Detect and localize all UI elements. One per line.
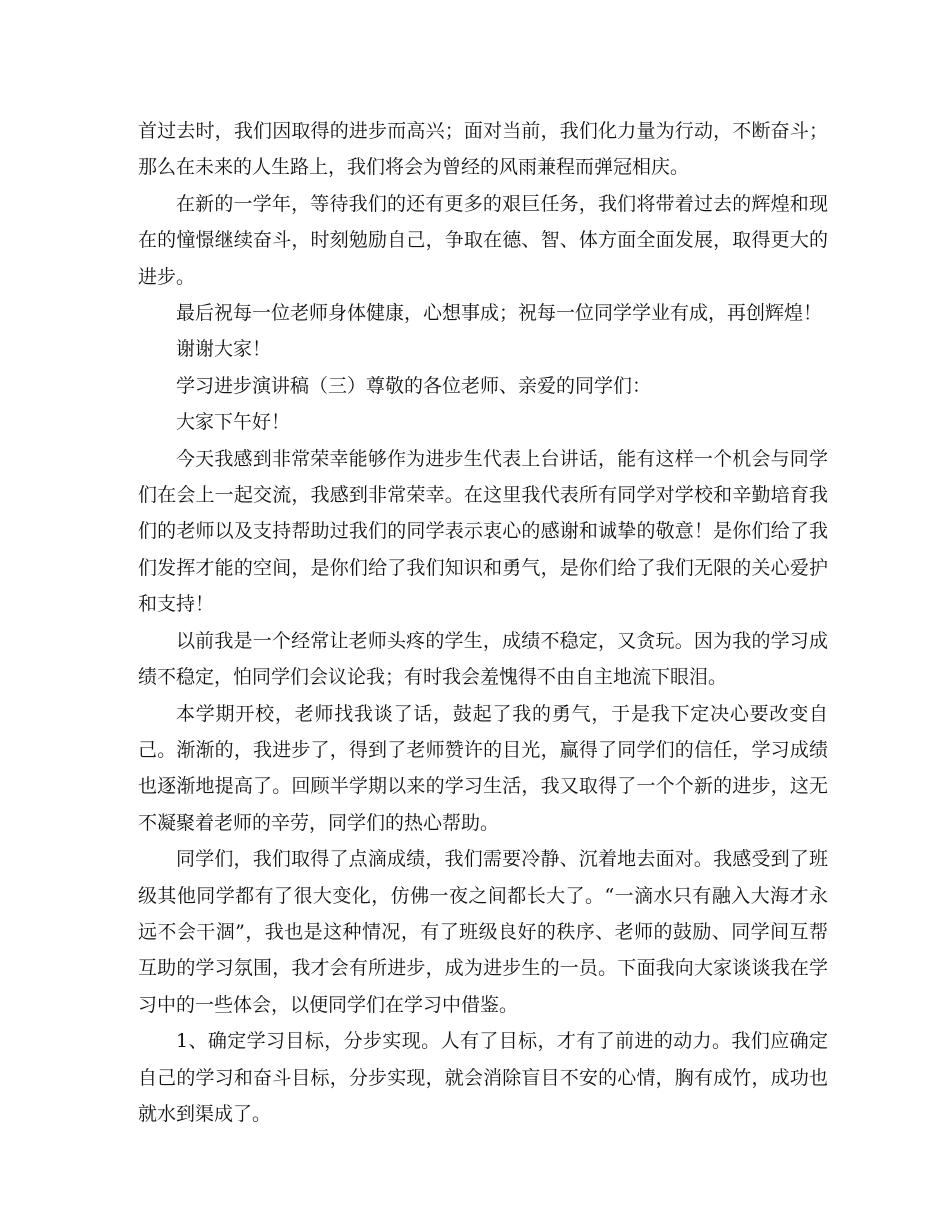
paragraph-thanks: 谢谢大家！ — [176, 338, 272, 361]
paragraph-past-self: 以前我是一个经常让老师头疼的学生，成绩不稳定，又贪玩。因为我的学习成绩不稳定，怕同学们会议论我；有时我会羞愧得不由自主地流下眼泪。 — [138, 629, 828, 689]
paragraph-classmates: 同学们，我们取得了点滴成绩，我们需要冷静、沉着地去面对。我感受到了班级其他同学都有了很大变化，仿佛一夜之间都长大了。“一滴水只有融入大海才永远不会干涸”，我也是这种情况，有了班级良好的秩序、老师的鼓励、同学间互帮互助的学习氛围，我才会有所进步，成为进步生的一员。下面我向大家谈谈我在学习中的一些体会，以便同学们在学习中借鉴。 — [138, 848, 828, 1016]
paragraph-tip-1: 1、确定学习目标，分步实现。人有了目标，才有了前进的动力。我们应确定自己的学习和奋斗目标，分步实现，就会消除盲目不安的心情，胸有成竹，成功也就水到渠成了。 — [138, 1030, 828, 1125]
document-body — [138, 113, 828, 1132]
paragraph-wishes: 最后祝每一位老师身体健康，心想事成；祝每一位同学学业有成，再创辉煌！ — [176, 302, 823, 325]
paragraph-new-school-year: 在新的一学年，等待我们的还有更多的艰巨任务，我们将带着过去的辉煌和现在的憧憬继续奋斗，时刻勉励自己，争取在德、智、体方面全面发展，取得更大的进步。 — [138, 192, 828, 288]
paragraph-honored: 今天我感到非常荣幸能够作为进步生代表上台讲话，能有这样一个机会与同学们在会上一起交流，我感到非常荣幸。在这里我代表所有同学对学校和辛勤培育我们的老师以及支持帮助过我们的同学表示衷心的感谢和诚挚的敬意！是你们给了我们发挥才能的空间，是你们给了我们知识和勇气，是你们给了我们无限的关心爱护和支持！ — [138, 447, 828, 616]
paragraph-continuation: 首过去时，我们因取得的进步而高兴；面对当前，我们化力量为行动，不断奋斗；那么在未来的人生路上，我们将会为曾经的风雨兼程而弹冠相庆。 — [138, 120, 828, 179]
speech-heading: 学习进步演讲稿（三）尊敬的各位老师、亲爱的同学们： — [176, 374, 652, 397]
paragraph-this-semester: 本学期开校，老师找我谈了话，鼓起了我的勇气，于是我下定决心要改变自己。渐渐的，我进步了，得到了老师赞许的目光，赢得了同学们的信任，学习成绩也逐渐地提高了。回顾半学期以来的学习生活，我又取得了一个个新的进步，这无不凝聚着老师的辛劳，同学们的热心帮助。 — [138, 702, 828, 834]
paragraph-greeting: 大家下午好！ — [176, 411, 291, 434]
